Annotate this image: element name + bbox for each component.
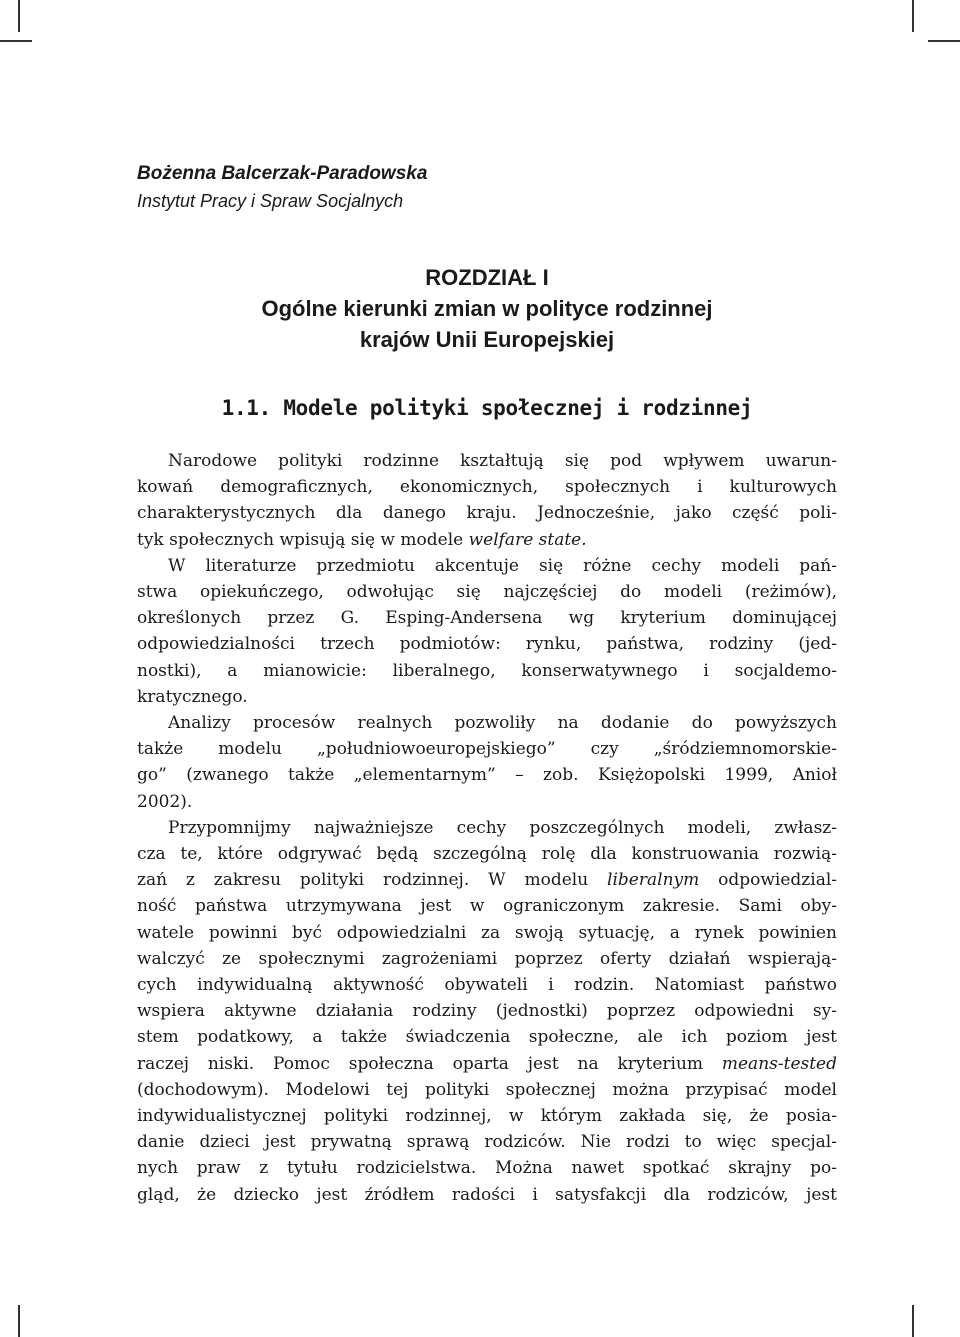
- text-line: watele powinni być odpowiedzialni za swoją sytuację, a rynek powinien: [137, 922, 837, 943]
- text-line: stwa opiekuńczego, odwołując się najczęściej do modeli (reżimów),: [137, 582, 837, 603]
- italic-term-means-tested: means-tested: [721, 1053, 837, 1074]
- text-line: gląd, że dziecko jest źródłem radości i satysfakcji dla rodziców, jest: [137, 1184, 837, 1205]
- text-line: danie dzieci jest prywatną sprawą rodziców. Nie rodzi to więc specjal-: [137, 1132, 837, 1153]
- italic-term-welfare-state: welfare state.: [468, 529, 587, 550]
- paragraph-2: [137, 553, 837, 710]
- text-line: go” (zwanego także „elementarnym” – zob. Księżopolski 1999, Anioł: [137, 765, 837, 786]
- crop-mark-top-right-h: [928, 40, 960, 42]
- text-line: W literaturze przedmiotu akcentuje się różne cechy modeli pań-: [168, 555, 837, 576]
- chapter-title-line-2: krajów Unii Europejskiej: [359, 327, 615, 352]
- chapter-label: ROZDZIAŁ I: [425, 265, 549, 290]
- text-line: cych indywidualną aktywność obywateli i rodzin. Natomiast państwo: [137, 975, 837, 996]
- text-line: Przypomnijmy najważniejsze cechy poszczególnych modeli, zwłasz-: [168, 817, 837, 838]
- chapter-title-line-1: Ogólne kierunki zmian w polityce rodzinnej: [261, 296, 713, 321]
- paragraph-3: [137, 710, 837, 815]
- text-line: odpowiedzialności trzech podmiotów: rynku, państwa, rodziny (jed-: [137, 634, 837, 655]
- chapter-heading: [137, 262, 837, 355]
- crop-mark-top-right-v: [912, 0, 914, 32]
- text-line: Narodowe polityki rodzinne kształtują się pod wpływem uwarun-: [168, 451, 837, 471]
- author-affiliation: Instytut Pracy i Spraw Socjalnych: [137, 191, 404, 211]
- text-line: zań z zakresu polityki rodzinnej. W modelu liberalnym odpowiedzial-: [137, 870, 838, 891]
- text-line: wspiera aktywne działania rodziny (jednostki) poprzez odpowiedni sy-: [137, 1001, 837, 1022]
- text-line: kowań demograficznych, ekonomicznych, społecznych i kulturowych: [137, 477, 837, 498]
- author-name: Bożenna Balcerzak-Paradowska: [137, 163, 428, 184]
- crop-mark-top-left-v: [18, 0, 20, 32]
- text-line: raczej niski. Pomoc społeczna oparta jest na kryterium means-tested: [137, 1053, 837, 1074]
- text-line: także modelu „południowoeuropejskiego” czy „śródziemnomorskie-: [137, 739, 837, 760]
- text-line: kratycznego.: [137, 686, 248, 707]
- text-line: określonych przez G. Esping-Andersena wg kryterium dominującej: [137, 608, 837, 629]
- text-line: walczyć ze społecznymi zagrożeniami poprzez oferty działań wspierają-: [137, 948, 837, 969]
- text-line: nostki), a mianowicie: liberalnego, konserwatywnego i socjaldemo-: [137, 660, 837, 681]
- text-line: indywidualistycznej polityki rodzinnej, w którym zakłada się, że posia-: [137, 1106, 837, 1127]
- text-line: ność państwa utrzymywana jest w ograniczonym zakresie. Sami oby-: [137, 896, 837, 917]
- crop-mark-bottom-right-v: [912, 1305, 914, 1337]
- text-line: cza te, które odgrywać będą szczególną rolę dla konstruowania rozwią-: [137, 844, 837, 865]
- text-line: (dochodowym). Modelowi tej polityki społecznej można przypisać model: [137, 1079, 837, 1100]
- section-title: 1.1. Modele polityki społecznej i rodzinnej: [221, 396, 753, 420]
- text-line: 2002).: [137, 791, 193, 812]
- text-line: nych praw z tytułu rodzicielstwa. Można nawet spotkać skrajny po-: [137, 1158, 837, 1179]
- crop-mark-bottom-left-v: [18, 1305, 20, 1337]
- text-line: Analizy procesów realnych pozwoliły na dodanie do powyższych: [168, 713, 837, 734]
- crop-mark-top-left-h: [0, 40, 32, 42]
- text-line: stem podatkowy, a także świadczenia społeczne, ale ich poziom jest: [137, 1027, 837, 1048]
- body-text: [137, 448, 837, 1208]
- paragraph-4: [137, 815, 837, 1208]
- text-line: charakterystycznych dla danego kraju. Jednocześnie, jako część poli-: [137, 503, 837, 524]
- text-line: tyk społecznych wpisują się w modele welfare state.: [137, 529, 587, 550]
- paragraph-1: [137, 448, 837, 553]
- italic-term-liberalnym: liberalnym: [607, 870, 700, 891]
